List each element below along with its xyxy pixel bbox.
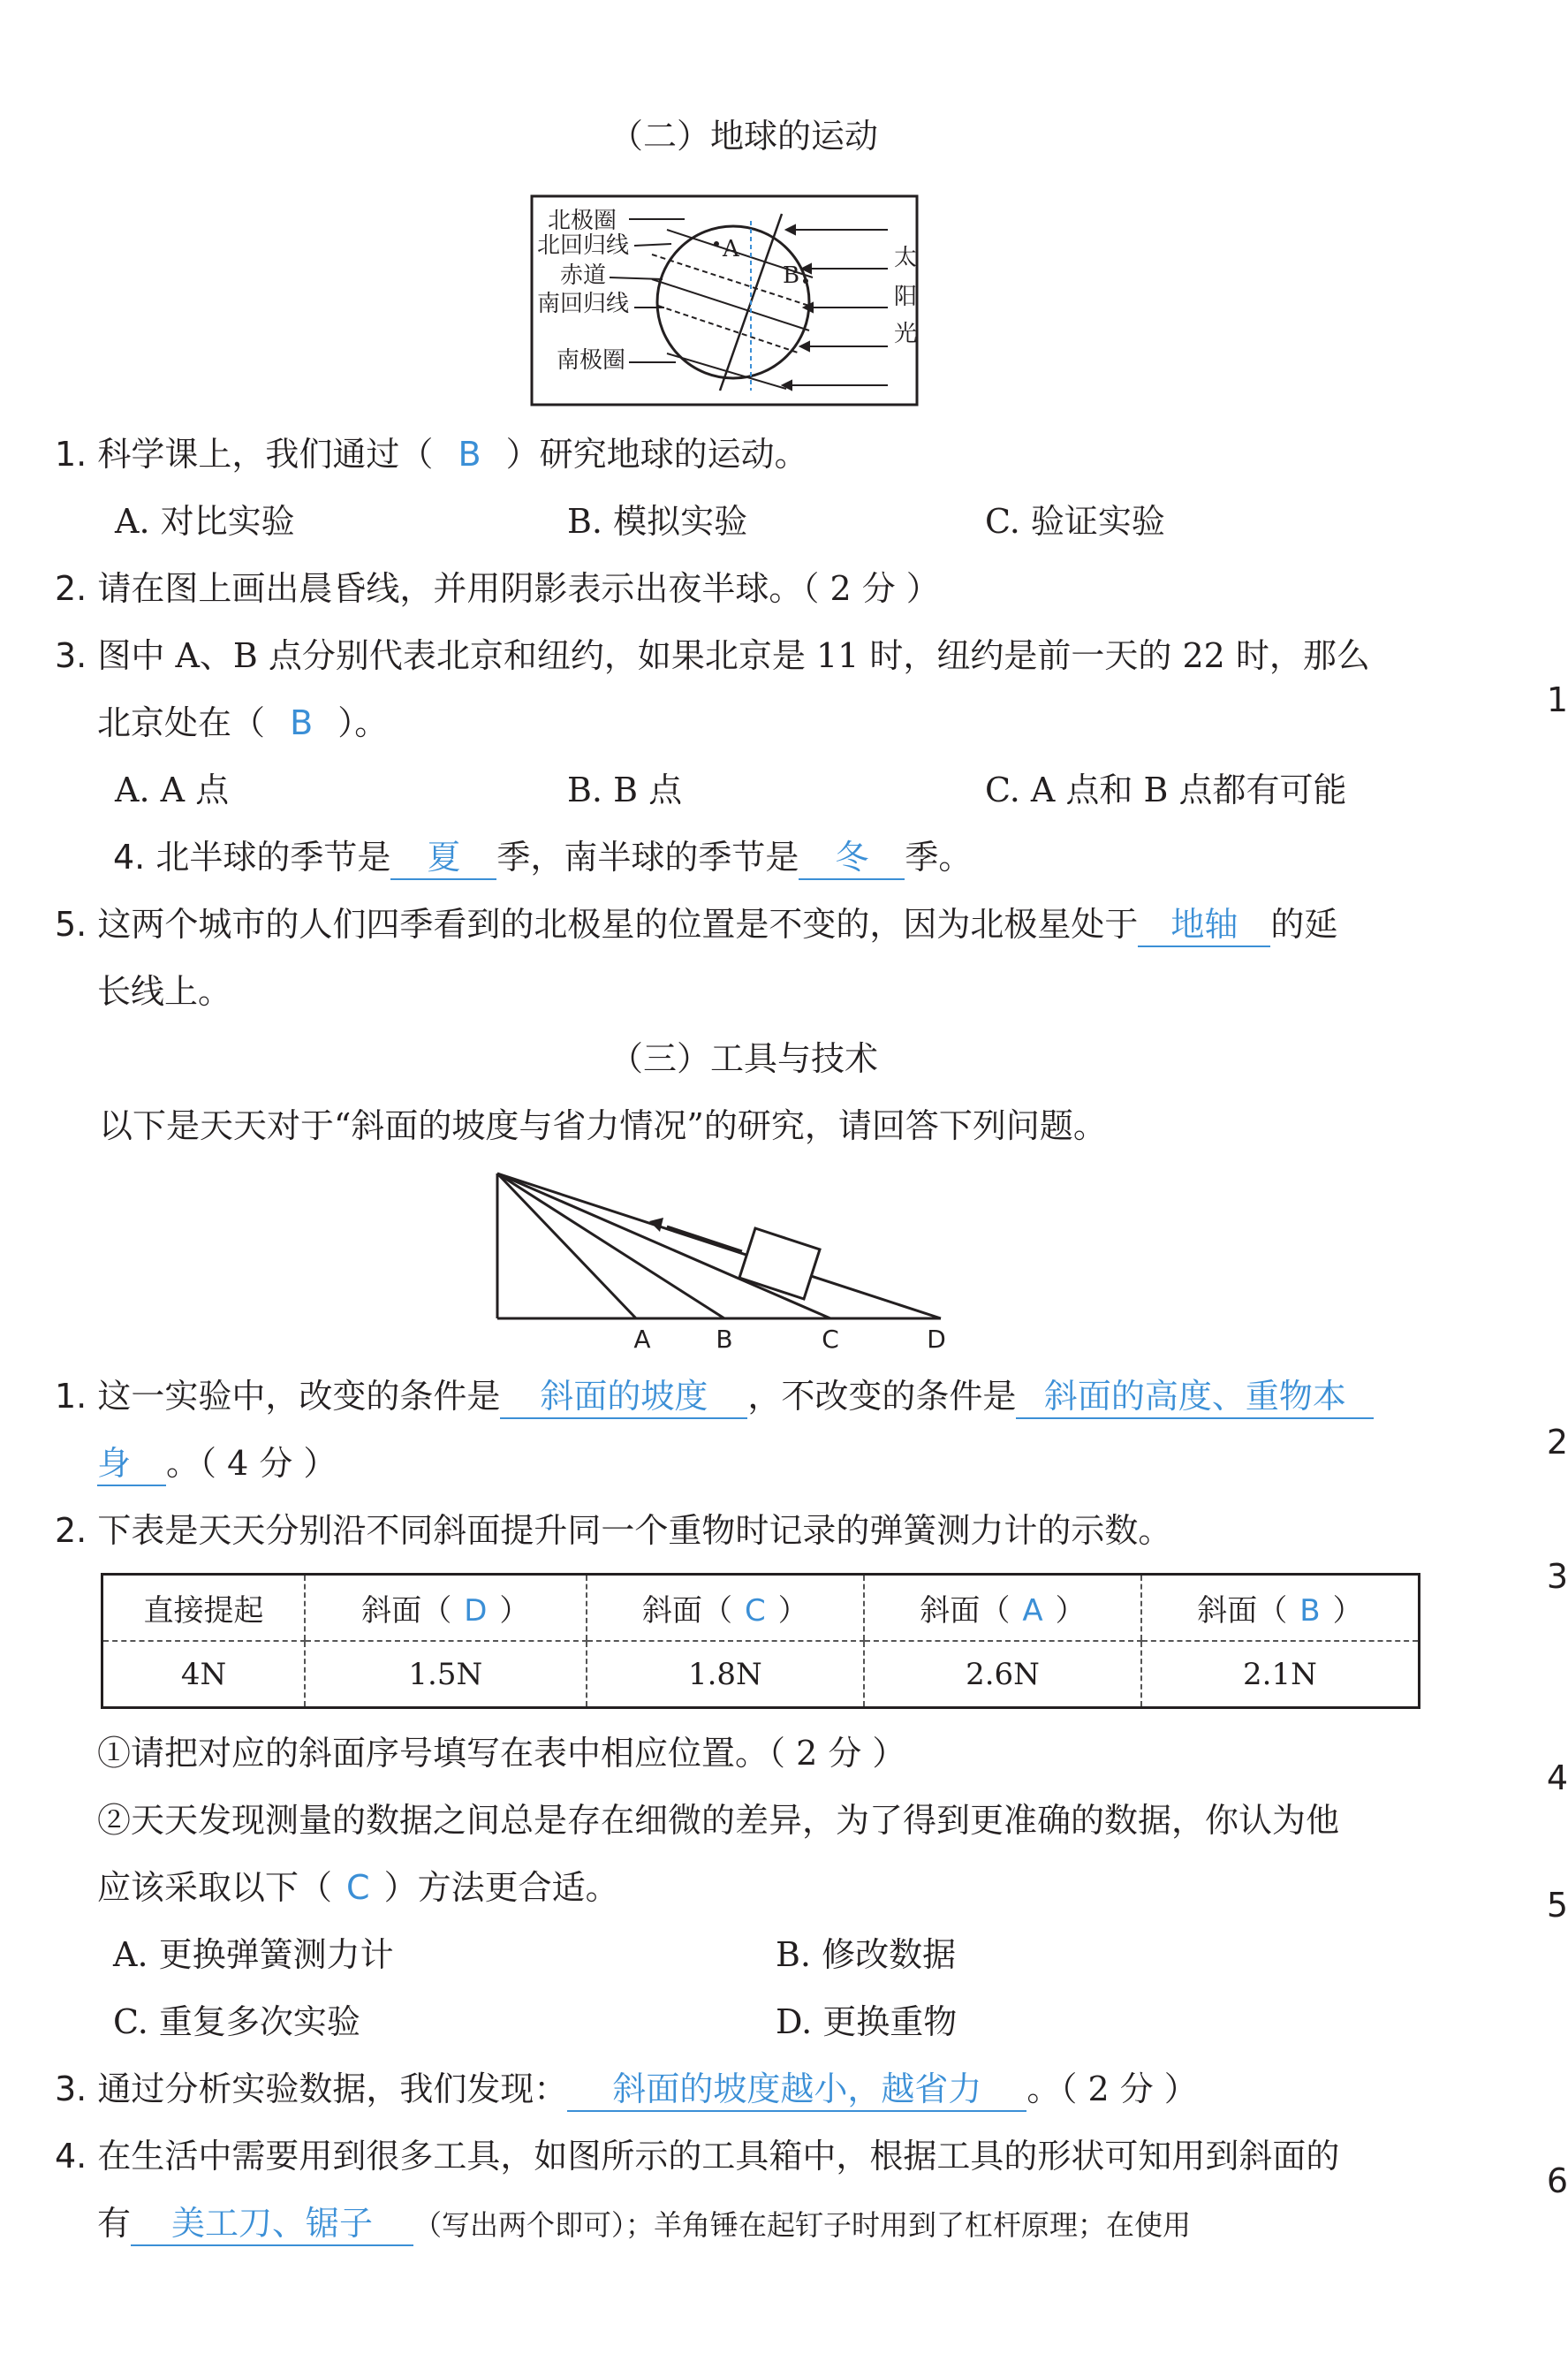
question-number: 3. (55, 636, 87, 675)
answer-blank: 斜面的坡度越小，越省力 (567, 2068, 1026, 2112)
question-text: 应该采取以下（ (97, 1868, 333, 1907)
question-text: （写出两个即可）；羊角锤在起钉子时用到了杠杆原理；在使用 (413, 2208, 1192, 2242)
question-text: 的延 (1270, 905, 1338, 944)
label-point-a: A (723, 236, 739, 262)
table-cell: 1.8N (587, 1641, 865, 1708)
question-text: 在生活中需要用到很多工具，如图所示的工具箱中，根据工具的形状可知用到斜面的 (97, 2137, 1340, 2176)
question-text: 。（ 4 分 ） (166, 1444, 337, 1483)
tools-question-1-line2 (97, 1442, 337, 1486)
option-a: A. 对比实验 (115, 502, 295, 541)
answer-blank: 夏 (390, 836, 496, 880)
label-antarctic-circle: 南极圈 (556, 347, 625, 374)
table-cell: 2.1N (1141, 1641, 1420, 1708)
sub-question-2-line2 (97, 1866, 619, 1909)
question-3 (55, 634, 1370, 677)
question-5 (55, 903, 1337, 947)
label-point-b: B (783, 262, 800, 289)
question-number: 1. (55, 435, 87, 474)
question-text: 这一实验中，改变的条件是 (97, 1377, 501, 1416)
question-text: ）方法更合适。 (383, 1868, 619, 1907)
tools-question-2 (55, 1509, 1171, 1552)
tools-question-4-line2 (97, 2202, 1191, 2246)
table-header-cell (864, 1575, 1141, 1642)
table-header-cell (1141, 1575, 1420, 1642)
label-tropic-capricorn: 南回归线 (536, 291, 629, 317)
header-text: 直接提起 (143, 1593, 264, 1629)
question-text: ，不改变的条件是 (747, 1377, 1017, 1416)
tools-question-4 (55, 2135, 1339, 2177)
question-text: 这两个城市的人们四季看到的北极星的位置是不变的，因为北极星处于 (97, 905, 1139, 944)
question-text: ）。 (337, 703, 389, 742)
edge-digit: 4 (1546, 1758, 1568, 1797)
question-number: 1. (55, 1377, 87, 1416)
edge-digit: 2 (1546, 1423, 1568, 1462)
tools-question-1 (55, 1375, 1374, 1419)
table-cell: 1.5N (305, 1641, 587, 1708)
question-4 (113, 836, 972, 880)
slope-label-d: D (927, 1325, 946, 1352)
sub-question-2: ②天天发现测量的数据之间总是存在细微的差异，为了得到更准确的数据，你认为他 (97, 1801, 1340, 1840)
answer-blank: 冬 (799, 836, 905, 880)
slope-label-a: A (633, 1325, 651, 1352)
question-text: 图中 A、B 点分别代表北京和纽约，如果北京是 11 时，纽约是前一天的 22 时，那么 (97, 636, 1370, 675)
header-text: ） (1055, 1593, 1086, 1629)
table-header-cell (305, 1575, 587, 1642)
option-b: B. 修改数据 (776, 1935, 957, 1974)
edge-digit: 6 (1546, 2161, 1568, 2200)
section-intro: 以下是天天对于“斜面的坡度与省力情况”的研究，请回答下列问题。 (99, 1106, 1107, 1145)
question-number: 3. (55, 2069, 87, 2108)
edge-digit: 5 (1546, 1886, 1568, 1925)
option-c: C. A 点和 B 点都有可能 (985, 771, 1347, 809)
earth-globe-figure (530, 194, 919, 406)
question-text: 季。 (905, 838, 973, 877)
tools-question-3 (55, 2068, 1198, 2112)
header-text: ） (1332, 1593, 1363, 1629)
table-header-row (102, 1575, 1420, 1642)
spring-scale-table (101, 1573, 1420, 1709)
question-text: 季，南半球的季节是 (496, 838, 799, 877)
question-text: 通过分析实验数据，我们发现： (97, 2069, 568, 2108)
question-number: 4. (55, 2137, 87, 2176)
section-title-tools: （三）工具与技术 (610, 1039, 879, 1078)
answer-text: B (1299, 1593, 1321, 1629)
sub-question-1: ①请把对应的斜面序号填写在表中相应位置。（ 2 分 ） (97, 1734, 906, 1773)
question-number: 2. (55, 569, 87, 608)
table-header-cell (587, 1575, 865, 1642)
answer-text: C (346, 1868, 370, 1907)
table-header-cell (102, 1575, 306, 1642)
answer-blank: 地轴 (1138, 903, 1270, 947)
question-text: 请在图上画出晨昏线，并用阴影表示出夜半球。（ 2 分 ） (97, 569, 940, 608)
question-text: 有 (97, 2204, 132, 2243)
question-2 (55, 567, 940, 610)
question-5-line2: 长线上。 (97, 972, 232, 1011)
slope-figure (490, 1166, 967, 1352)
question-text: ）研究地球的运动。 (505, 435, 808, 474)
option-a: A. 更换弹簧测力计 (113, 1935, 394, 1974)
option-c: C. 重复多次实验 (113, 2002, 360, 2041)
header-text: 斜面（ (1197, 1593, 1288, 1629)
question-3-line2 (97, 702, 388, 744)
label-sun-2: 阳 (894, 284, 918, 310)
label-sun-1: 太 (894, 245, 918, 271)
label-equator: 赤道 (559, 262, 606, 289)
question-text: 科学课上，我们通过（ (97, 435, 434, 474)
answer-text: C (744, 1593, 766, 1629)
question-text: 。（ 2 分 ） (1026, 2069, 1198, 2108)
header-text: 斜面（ (361, 1593, 452, 1629)
edge-digit: 3 (1546, 1557, 1568, 1596)
option-a: A. A 点 (115, 771, 230, 809)
answer-blank: 美工刀、锯子 (131, 2202, 413, 2246)
question-number: 5. (55, 905, 87, 944)
answer-blank: 身 (97, 1442, 166, 1486)
edge-digit: 1 (1546, 680, 1568, 719)
question-text: 下表是天天分别沿不同斜面提升同一个重物时记录的弹簧测力计的示数。 (97, 1511, 1172, 1550)
answer-text: D (464, 1593, 488, 1629)
label-arctic-circle: 北极圈 (547, 208, 617, 234)
option-b: B. 模拟实验 (567, 502, 748, 541)
question-text: 北半球的季节是 (155, 838, 391, 877)
header-text: 斜面（ (920, 1593, 1011, 1629)
table-cell: 4N (180, 1656, 227, 1692)
label-sun-3: 光 (894, 321, 918, 347)
answer-text: B (458, 435, 481, 474)
option-d: D. 更换重物 (776, 2002, 958, 2041)
header-text: ） (777, 1593, 808, 1629)
question-1 (55, 433, 808, 475)
section-title-earth-motion: （二）地球的运动 (610, 117, 879, 156)
label-tropic-cancer: 北回归线 (536, 232, 629, 259)
header-text: 斜面（ (641, 1593, 732, 1629)
option-c: C. 验证实验 (985, 502, 1165, 541)
answer-blank: 斜面的坡度 (500, 1375, 747, 1419)
question-number: 2. (55, 1511, 87, 1550)
slope-label-b: B (716, 1325, 733, 1352)
table-row (102, 1641, 1420, 1708)
table-cell: 2.6N (864, 1641, 1141, 1708)
header-text: ） (499, 1593, 530, 1629)
question-text: 北京处在（ (97, 703, 266, 742)
answer-text: B (290, 703, 314, 742)
question-number: 4. (113, 838, 146, 877)
option-b: B. B 点 (567, 771, 683, 809)
answer-blank: 斜面的高度、重物本 (1016, 1375, 1374, 1419)
slope-label-c: C (822, 1325, 839, 1352)
answer-text: A (1022, 1593, 1043, 1629)
